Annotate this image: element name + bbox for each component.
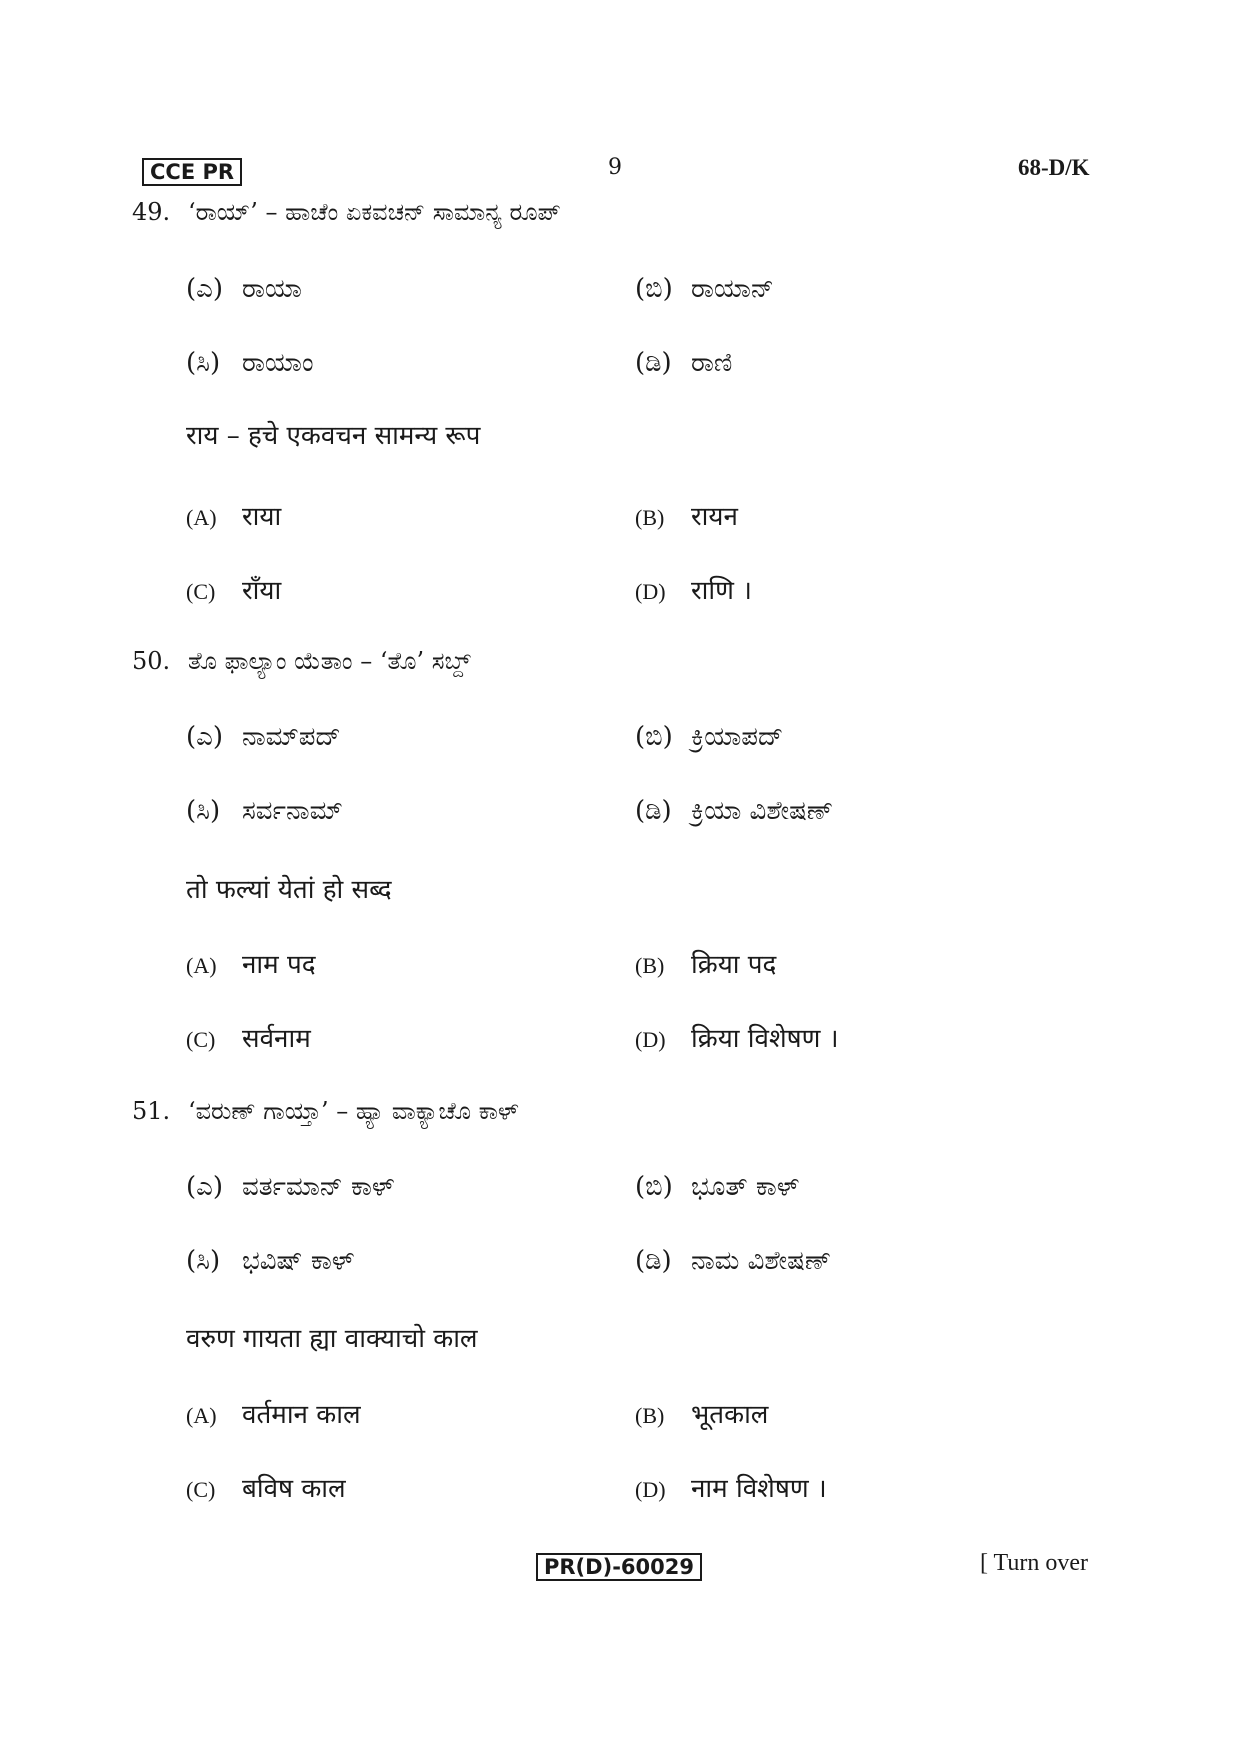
q51-kannada-option-a: (ಎ) ವರ್ತಮಾನ್ ಕಾಳ್ (186, 1172, 395, 1202)
q50-kannada-option-c: (ಸಿ) ಸರ್ವನಾಮ್ (186, 796, 343, 826)
q49-kannada-option-c: (ಸಿ) ರಾಯಾಂ (186, 348, 314, 378)
q49-option-c: (C) राँया (186, 576, 282, 606)
q50-option-a: (A) नाम पद (186, 950, 316, 980)
q49-option-a: (A) राया (186, 502, 282, 532)
page-number: 9 (608, 155, 622, 180)
q50-option-c: (C) सर्वनाम (186, 1024, 311, 1054)
q49-option-b: (B) रायन (635, 502, 738, 532)
question-number: 51. (132, 1097, 171, 1125)
q50-kannada-option-b: (ಬಿ) ಕ್ರಿಯಾಪದ್ (635, 722, 784, 752)
q50-option-d: (D) क्रिया विशेषण । (635, 1024, 839, 1054)
question-51-devanagari: वरुण गायता ह्या वाक्याचो काल (186, 1324, 478, 1354)
question-49-kannada (132, 196, 561, 228)
q49-kannada-option-b: (ಬಿ) ರಾಯಾನ್ (635, 274, 774, 304)
question-50-kannada (132, 645, 471, 677)
q49-option-d: (D) राणि । (635, 576, 753, 606)
q51-option-b: (B) भूतकाल (635, 1400, 769, 1430)
q50-option-b: (B) क्रिया पद (635, 950, 777, 980)
q51-option-c: (C) बविष काल (186, 1474, 346, 1504)
question-text-kannada: ‘ರಾಯ್’ – ಹಾಚೆಂ ಏಕವಚನ್ ಸಾಮಾನ್ಯ ರೂಪ್ (188, 198, 561, 226)
turn-over-label: [ Turn over (980, 1550, 1089, 1576)
header-box-label: CCE PR (142, 158, 242, 186)
question-51-kannada (132, 1095, 519, 1127)
question-number: 49. (132, 198, 171, 226)
question-49-devanagari: राय – हचे एकवचन सामन्य रूप (186, 421, 481, 451)
q50-kannada-option-a: (ಎ) ನಾಮ್‌ಪದ್ (186, 722, 341, 752)
q51-kannada-option-c: (ಸಿ) ಭವಿಷ್ ಕಾಳ್ (186, 1246, 355, 1276)
q51-kannada-option-b: (ಬಿ) ಭೂತ್ ಕಾಳ್ (635, 1172, 800, 1202)
q51-option-a: (A) वर्तमान काल (186, 1400, 361, 1430)
q49-kannada-option-d: (ಡಿ) ರಾಣಿ (635, 348, 733, 378)
q50-kannada-option-d: (ಡಿ) ಕ್ರಿಯಾ ವಿಶೇಷಣ್ (635, 796, 834, 826)
paper-code: 68-D/K (1018, 155, 1090, 180)
question-text-kannada: ತೊ ಫಾಲ್ಯಾಂ ಯೆತಾಂ – ‘ತೊ’ ಸಬ್ದ್ (188, 647, 471, 675)
question-number: 50. (132, 647, 171, 675)
q51-kannada-option-d: (ಡಿ) ನಾಮ ವಿಶೇಷಣ್ (635, 1246, 832, 1276)
question-text-kannada: ‘ವರುಣ್ ಗಾಯ್ತಾ’ – ಹ್ಯಾ ವಾಕ್ಯಾಚೊ ಕಾಳ್ (188, 1097, 519, 1125)
question-50-devanagari: तो फल्यां येतां हो सब्द (186, 875, 392, 905)
footer-paper-code: PR(D)-60029 (536, 1553, 702, 1581)
q51-option-d: (D) नाम विशेषण । (635, 1474, 827, 1504)
q49-kannada-option-a: (ಎ) ರಾಯಾ (186, 274, 302, 304)
